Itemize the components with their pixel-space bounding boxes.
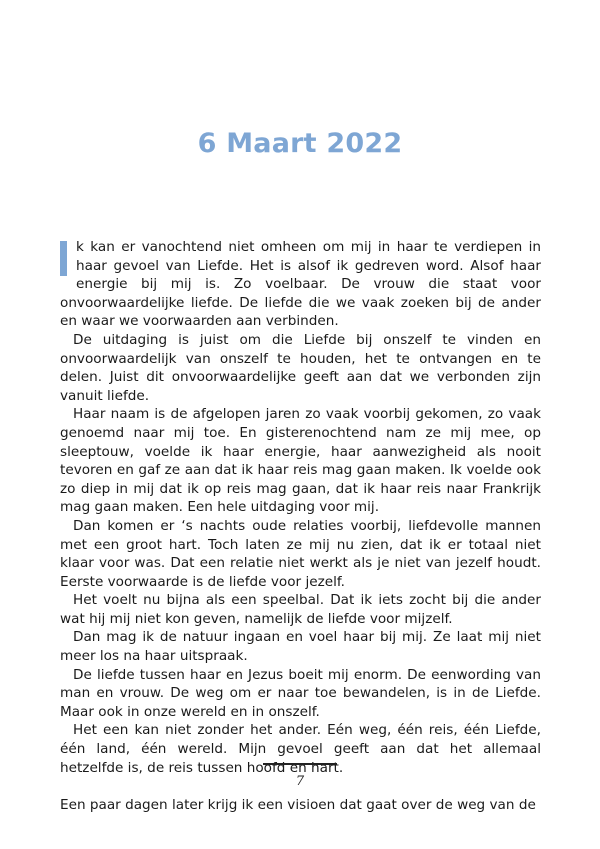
paragraph	[60, 238, 541, 331]
drop-cap-bar	[60, 241, 67, 276]
paragraph: Een paar dagen later krijg ik een visioen dat gaat over de weg van de	[60, 796, 536, 813]
paragraph: De uitdaging is juist om die Liefde bij onszelf te vinden en onvoorwaardelijk van onszelf te houden, het te ontvangen en te delen. Juist dit onvoorwaardelijke geeft aan dat we verbonden zijn vanuit liefde.	[60, 331, 541, 404]
paragraph: Dan mag ik de natuur ingaan en voel haar bij mij. Ze laat mij niet meer los na haar uitspraak.	[60, 629, 541, 665]
paragraph: De liefde tussen haar en Jezus boeit mij enorm. De eenwording van man en vrouw. De weg om er naar toe bewandelen, is in de Liefde. Maar ook in onze wereld en in onszelf.	[60, 666, 541, 720]
body-text	[60, 238, 541, 814]
page-title: 6 Maart 2022	[197, 128, 403, 159]
paragraph-text: k kan er vanochtend niet omheen om mij in haar te verdiepen in haar gevoel van Liefde. Het is alsof ik gedreven word. Alsof haar energie bij mij is. Zo voelbaar. De vrouw die staat voor onvoorwaardelijke liefde. De liefde die we vaak zoeken bij de ander en waar we voorwaarden aan verbinden.	[60, 239, 541, 330]
paragraph: Het een kan niet zonder het ander. Eén weg, één reis, één Liefde, één land, één wereld. Mijn gevoel geeft aan dat het allemaal hetzelfde is, de reis tussen hoofd en hart.	[60, 722, 541, 776]
paragraph: Het voelt nu bijna als een speelbal. Dat ik iets zocht bij die ander wat hij mij niet kon geven, namelijk de liefde voor mijzelf.	[60, 592, 541, 627]
page-number: 7	[295, 774, 305, 789]
paragraph: Haar naam is de afgelopen jaren zo vaak voorbij gekomen, zo vaak genoemd naar mij toe. En gisterenochtend nam ze mij mee, op sleeptouw, voelde ik haar energie, haar aanwezigheid als nooit tevoren en gaf ze aan dat ik haar reis mag gaan maken. Ik voelde ook zo diep in mij dat ik op reis mag gaan, dat ik haar reis naar Frankrijk mag gaan maken. Een hele uitdaging voor mij.	[60, 406, 541, 516]
footer-divider	[263, 763, 337, 765]
paragraph: Dan komen er ‘s nachts oude relaties voorbij, liefdevolle mannen met een groot hart. Toch laten ze mij nu zien, dat ik er totaal niet klaar voor was. Dat een relatie niet werkt als je niet van jezelf houdt. Eerste voorwaarde is de liefde voor jezelf.	[60, 517, 541, 590]
